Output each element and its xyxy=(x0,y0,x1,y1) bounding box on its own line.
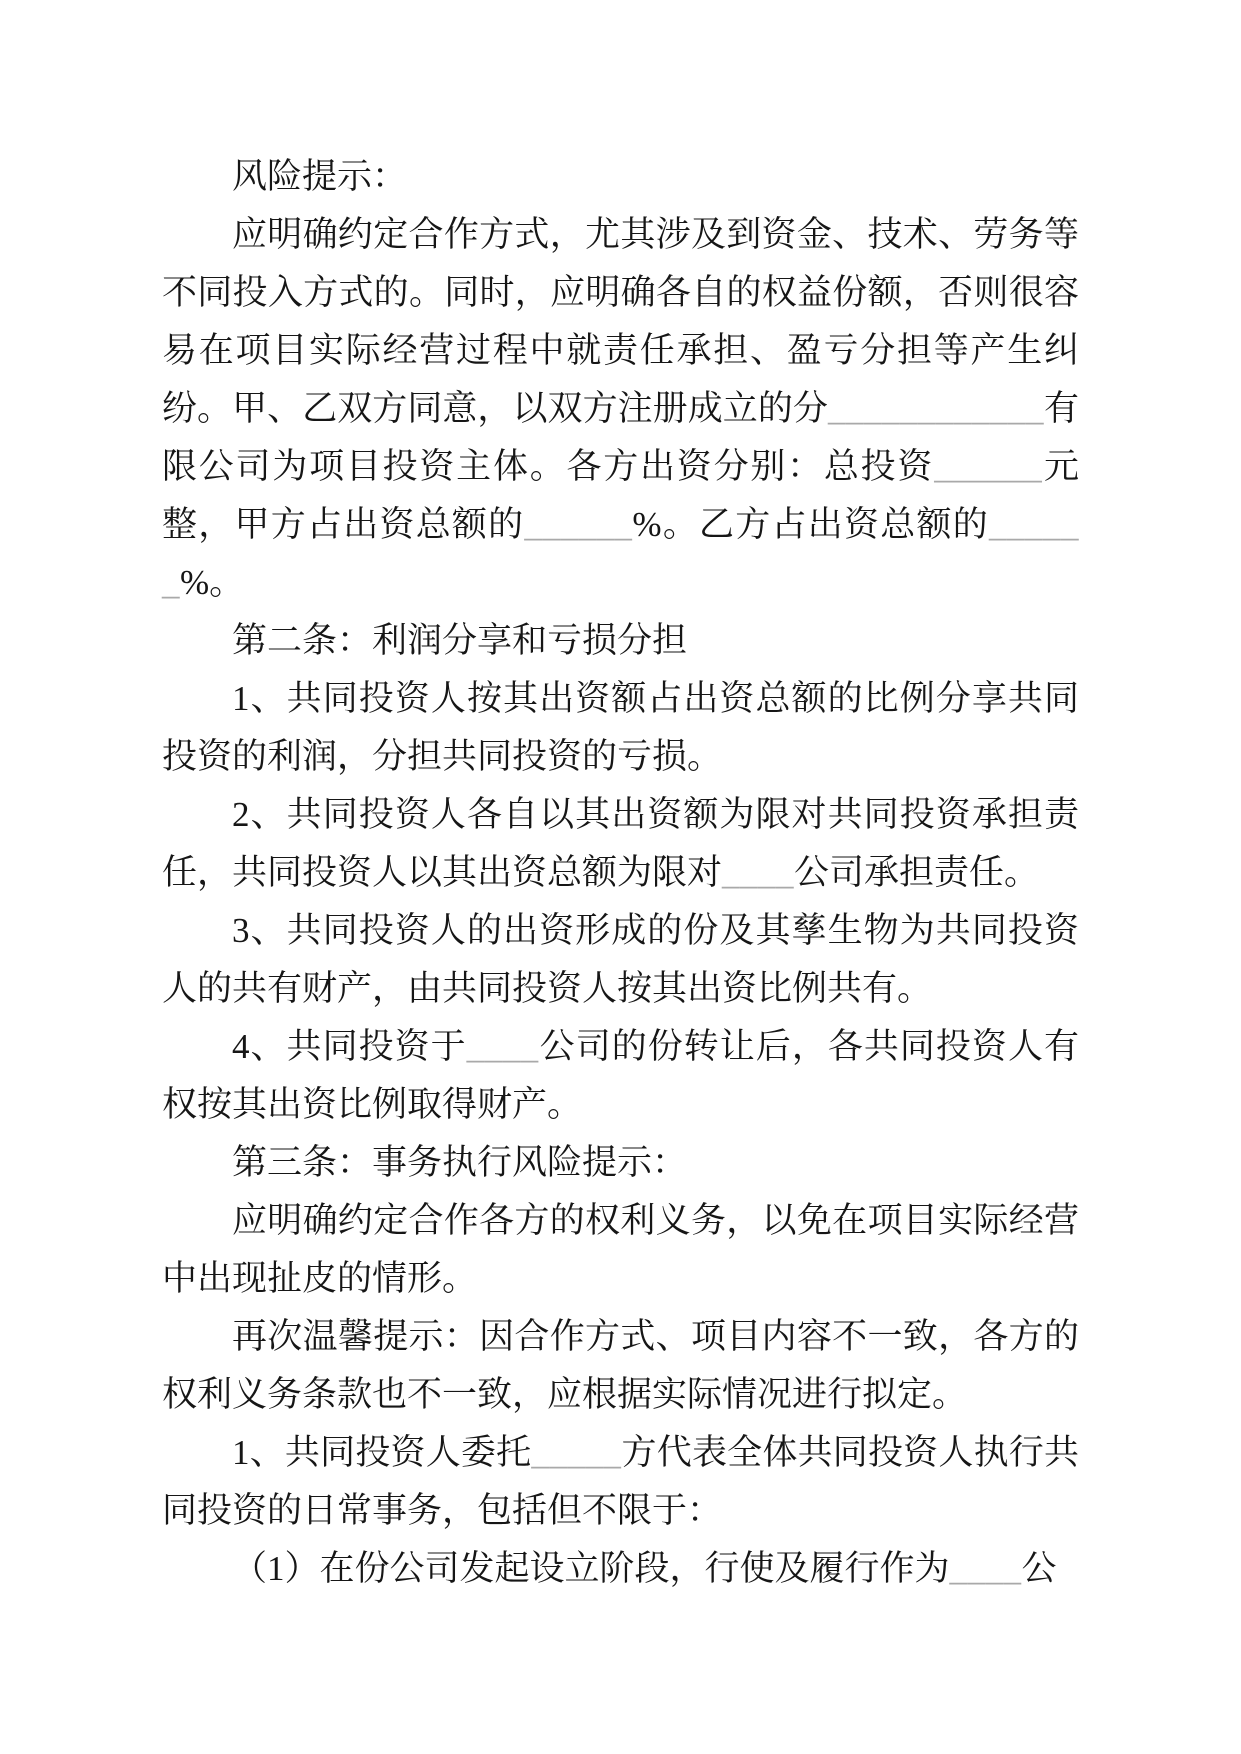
blank-field: ______ xyxy=(934,447,1043,486)
blank-field: ____________ xyxy=(827,389,1044,428)
paragraph-text: 4、共同投资于 xyxy=(232,1027,467,1066)
paragraph-text: 元整，甲方占出资总额的 xyxy=(162,447,1079,544)
article-3-intro xyxy=(162,1192,1079,1308)
risk-warning-body xyxy=(162,206,1079,612)
paragraph-text: 有限公司为项目投资主体。各方出资分别：总投资 xyxy=(162,389,1079,486)
paragraph-text: （1）在份公司发起设立阶段，行使及履行作为 xyxy=(232,1549,950,1588)
paragraph-text: 方代表全体共同投资人执行共同投资的日常事务，包括但不限于： xyxy=(162,1433,1079,1530)
article-2-heading xyxy=(162,612,1079,670)
blank-field: ____ xyxy=(722,853,795,892)
paragraph-text: 公司承担责任。 xyxy=(794,853,1040,892)
blank-field: ____ xyxy=(466,1027,539,1066)
article-2-item-1 xyxy=(162,670,1079,786)
article-3-heading xyxy=(162,1134,1079,1192)
paragraph-text: 应明确约定合作方式，尤其涉及到资金、技术、劳务等不同投入方式的。同时，应明确各自的权益份额，否则很容易在项目实际经营过程中就责任承担、盈亏分担等产生纠纷。甲、乙双方同意，以双方注册成立的分 xyxy=(162,215,1079,428)
article-3-item-1-sub-1 xyxy=(162,1540,1079,1598)
document-body xyxy=(162,148,1079,1598)
article-3-reminder xyxy=(162,1308,1079,1424)
article-2-item-3 xyxy=(162,902,1079,1018)
blank-field: ______ xyxy=(524,505,633,544)
blank-field: ______ xyxy=(162,505,1079,602)
paragraph-text: 2、共同投资人各自以其出资额为限对共同投资承担责任，共同投资人以其出资总额为限对 xyxy=(162,795,1079,892)
article-3-item-1 xyxy=(162,1424,1079,1540)
article-2-item-4 xyxy=(162,1018,1079,1134)
paragraph-text: 1、共同投资人按其出资额占出资总额的比例分享共同投资的利润，分担共同投资的亏损。 xyxy=(162,679,1079,776)
paragraph-text: %。乙方占出资总额的 xyxy=(632,505,989,544)
paragraph-text: 公司的份转让后，各共同投资人有权按其出资比例取得财产。 xyxy=(162,1027,1079,1124)
paragraph-text: 应明确约定合作各方的权利义务，以免在项目实际经营中出现扯皮的情形。 xyxy=(162,1201,1079,1298)
paragraph-text: %。 xyxy=(180,563,245,602)
paragraph-text: 第二条：利润分享和亏损分担 xyxy=(232,621,688,660)
paragraph-text: 再次温馨提示：因合作方式、项目内容不一致，各方的权利义务条款也不一致，应根据实际情况进行拟定。 xyxy=(162,1317,1079,1414)
paragraph-text: 第三条：事务执行风险提示： xyxy=(232,1143,688,1182)
article-2-item-2 xyxy=(162,786,1079,902)
paragraph-text: 1、共同投资人委托 xyxy=(232,1433,532,1472)
paragraph-text: 公 xyxy=(1021,1549,1057,1588)
paragraph-text: 风险提示： xyxy=(232,157,408,196)
blank-field: _____ xyxy=(531,1433,622,1472)
paragraph-text: 3、共同投资人的出资形成的份及其孳生物为共同投资人的共有财产，由共同投资人按其出资比例共有。 xyxy=(162,911,1079,1008)
risk-warning-heading xyxy=(162,148,1079,206)
blank-field: ____ xyxy=(949,1549,1022,1588)
